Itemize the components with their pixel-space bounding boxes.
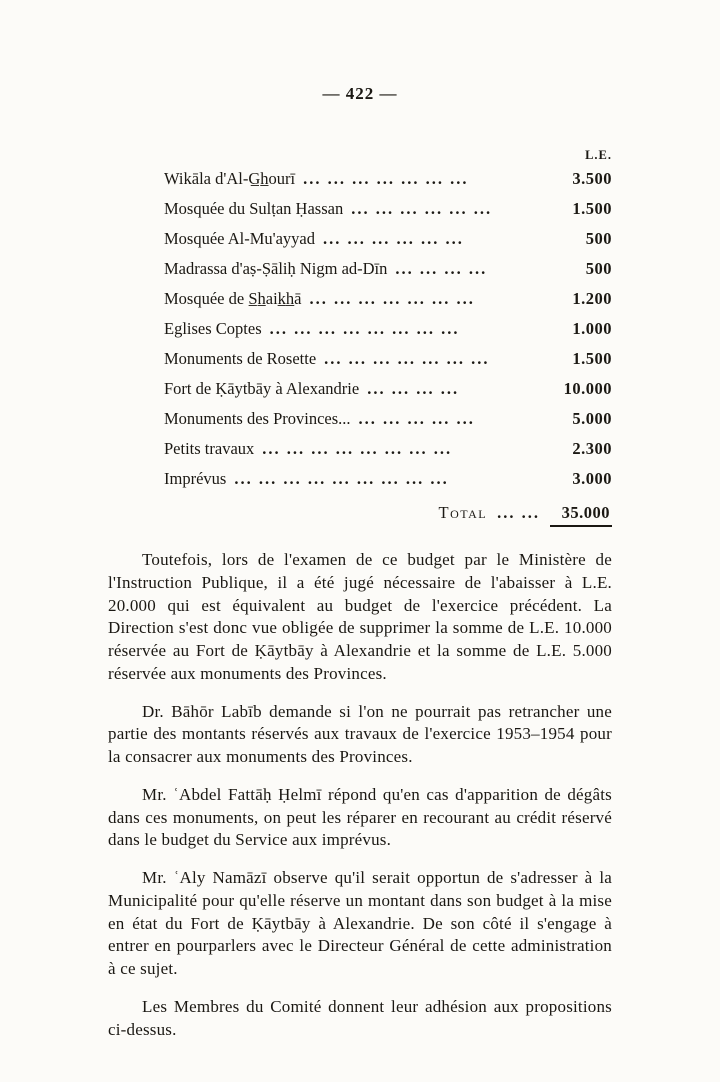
row-amount: 1.500 — [572, 349, 612, 368]
row-label: Mosquée de S̲h̲aik̲h̲ā — [164, 289, 302, 308]
leader-dots: ... ... ... ... ... ... ... — [303, 169, 469, 188]
row-label: Eglises Coptes — [164, 319, 262, 338]
leader-dots: ... ... ... ... — [367, 379, 460, 398]
paragraph: Dr. Bāhōr Labīb demande si l'on ne pourrait pas retrancher une partie des montants réservés aux travaux de l'exercice 1953–1954 pour la consacrer aux monuments des Provinces. — [108, 701, 612, 767]
row-amount: 5.000 — [572, 409, 612, 428]
page-content — [108, 148, 612, 1042]
budget-row — [108, 319, 612, 339]
row-label: Mosquée du Sulṭan Ḥassan — [164, 199, 344, 218]
budget-row — [108, 259, 612, 279]
total-label: Total — [438, 503, 488, 522]
leader-dots: ... ... ... ... ... ... ... ... — [269, 319, 460, 338]
total-leader-dots: ... ... — [497, 503, 540, 522]
row-label: Mosquée Al-Mu'ayyad — [164, 229, 315, 248]
row-label: Madrassa d'aṣ-Ṣāliḥ Nigm ad-Dīn — [164, 259, 388, 278]
leader-dots: ... ... ... ... ... ... ... — [309, 289, 475, 308]
paragraph: Toutefois, lors de l'examen de ce budget par le Ministère de l'Instruction Publique, il a été jugé nécessaire de l'abaisser à L.E. 20.000 qui est équivalent au budget de l'exercice précédent. La Direction s'est donc vue obligée de supprimer la somme de L.E. 10.000 réservée au Fort de Ḳāytbāy à Alexandrie et la somme de L.E. 5.000 réservée aux monuments des Provinces. — [108, 550, 612, 683]
leader-dots: ... ... ... ... ... ... — [351, 199, 493, 218]
budget-row — [108, 439, 612, 459]
row-label: Imprévus — [164, 469, 227, 488]
page-number: — 422 — — [322, 84, 398, 103]
paragraph: Les Membres du Comité donnent leur adhésion aux propositions ci-dessus. — [108, 997, 612, 1039]
leader-dots: ... ... ... ... ... ... ... ... ... — [234, 469, 449, 488]
budget-row — [108, 229, 612, 249]
row-label: Wikāla d'Al-G̲h̲ourī — [164, 169, 296, 188]
row-label: Petits travaux — [164, 439, 255, 458]
budget-row — [108, 349, 612, 369]
leader-dots: ... ... ... ... ... ... — [323, 229, 464, 248]
row-amount: 3.500 — [572, 169, 612, 188]
budget-row — [108, 289, 612, 309]
paragraph: Mr. ʿAly Namāzī observe qu'il serait opportun de s'adresser à la Municipalité pour qu'elle réserve un montant dans son budget à la mise en état du Fort de Ḳāytbāy à Alexandrie. De son côté il s'engage à entrer en pourparlers avec le Directeur Général de cette administration à ce sujet. — [108, 868, 612, 979]
leader-dots: ... ... ... ... ... ... ... ... — [262, 439, 453, 458]
budget-row — [108, 379, 612, 399]
row-amount: 3.000 — [572, 469, 612, 488]
total-amount: 35.000 — [550, 503, 612, 527]
row-label: Fort de Ḳāytbāy à Alexandrie — [164, 379, 360, 398]
budget-row — [108, 469, 612, 489]
row-label: Monuments des Provinces... — [164, 409, 351, 428]
row-amount: 1.200 — [572, 289, 612, 308]
leader-dots: ... ... ... ... ... ... ... — [324, 349, 490, 368]
row-amount: 10.000 — [563, 379, 612, 398]
row-amount: 500 — [585, 259, 612, 278]
budget-row — [108, 409, 612, 429]
paragraph: Mr. ʿAbdel Fattāḥ Ḥelmī répond qu'en cas d'apparition de dégâts dans ces monuments, on peut les réparer en recourant au crédit réservé dans le budget du Service aux imprévus. — [108, 784, 612, 850]
budget-row — [108, 199, 612, 219]
currency-header: L.E. — [585, 148, 612, 162]
row-amount: 1.500 — [572, 199, 612, 218]
row-amount: 2.300 — [572, 439, 612, 458]
row-amount: 500 — [585, 229, 612, 248]
row-amount: 1.000 — [572, 319, 612, 338]
leader-dots: ... ... ... ... — [395, 259, 488, 278]
body-paragraphs — [108, 549, 612, 1042]
total-row — [108, 503, 612, 527]
leader-dots: ... ... ... ... ... — [358, 409, 475, 428]
budget-row — [108, 169, 612, 189]
budget-table — [108, 169, 612, 489]
row-label: Monuments de Rosette — [164, 349, 317, 368]
